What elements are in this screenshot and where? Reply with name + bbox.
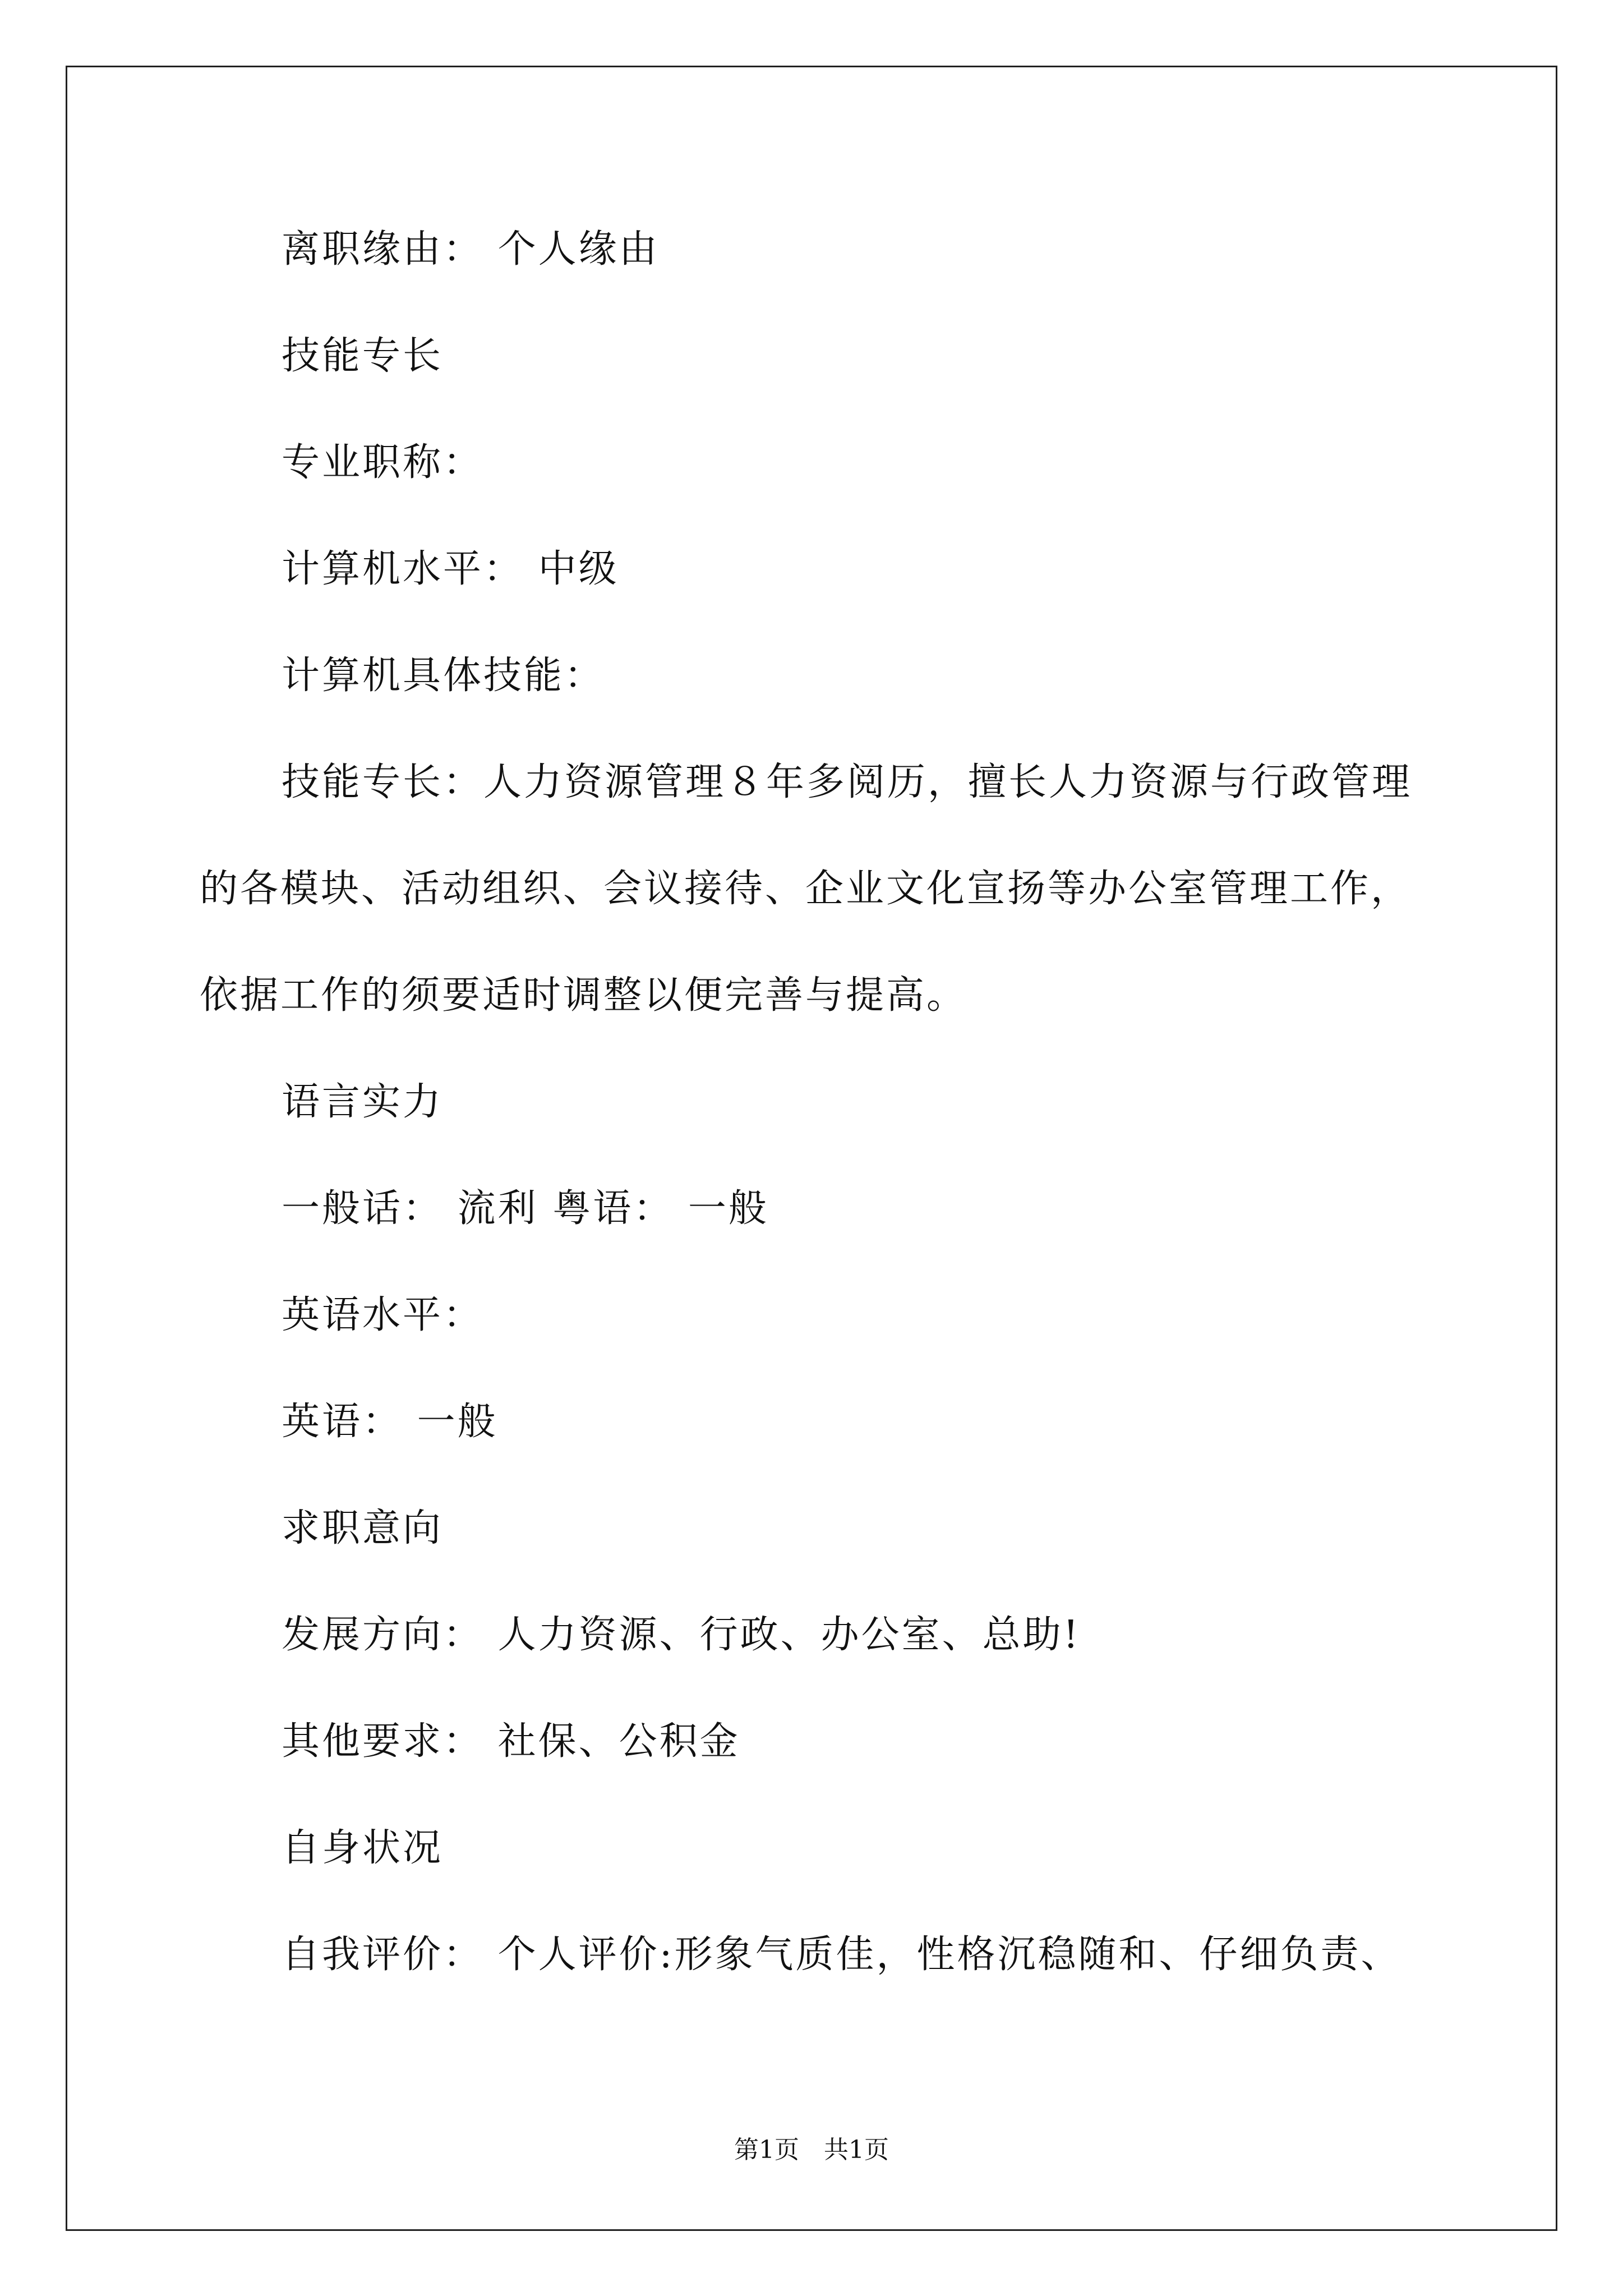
english-line: 英语： 一般 — [282, 1400, 498, 1444]
english-level-line: 英语水平： — [282, 1293, 484, 1337]
language-heading: 语言实力 — [282, 1080, 444, 1124]
computer-skills-line: 计算机具体技能： — [282, 654, 605, 698]
personal-status-heading: 自身状况 — [282, 1826, 444, 1870]
page-number-footer: 第1页 共1页 — [734, 2136, 889, 2164]
self-evaluation-line: 自我评价： 个人评价:形象气质佳，性格沉稳随和、仔细负责、 — [282, 1932, 1401, 1977]
job-intention-heading: 求职意向 — [282, 1506, 444, 1550]
page-border — [66, 66, 1557, 2231]
skills-heading: 技能专长 — [282, 334, 444, 378]
skills-paragraph-line-1: 技能专长：人力资源管理８年多阅历，擅长人力资源与行政管理 — [282, 760, 1413, 804]
other-requirements-line: 其他要求： 社保、公积金 — [282, 1719, 740, 1764]
resignation-reason-line: 离职缘由： 个人缘由 — [282, 227, 660, 272]
skills-paragraph-line-3: 依据工作的须要适时调整以便完善与提高。 — [200, 973, 967, 1018]
skills-paragraph-line-2: 的各模块、活动组织、会议接待、企业文化宣扬等办公室管理工作， — [200, 867, 1412, 911]
computer-level-line: 计算机水平： 中级 — [282, 547, 619, 591]
mandarin-cantonese-line: 一般话： 流利 粤语： 一般 — [282, 1186, 769, 1231]
career-direction-line: 发展方向： 人力资源、行政、办公室、总助! — [282, 1613, 1081, 1657]
professional-title-line: 专业职称： — [282, 440, 484, 485]
